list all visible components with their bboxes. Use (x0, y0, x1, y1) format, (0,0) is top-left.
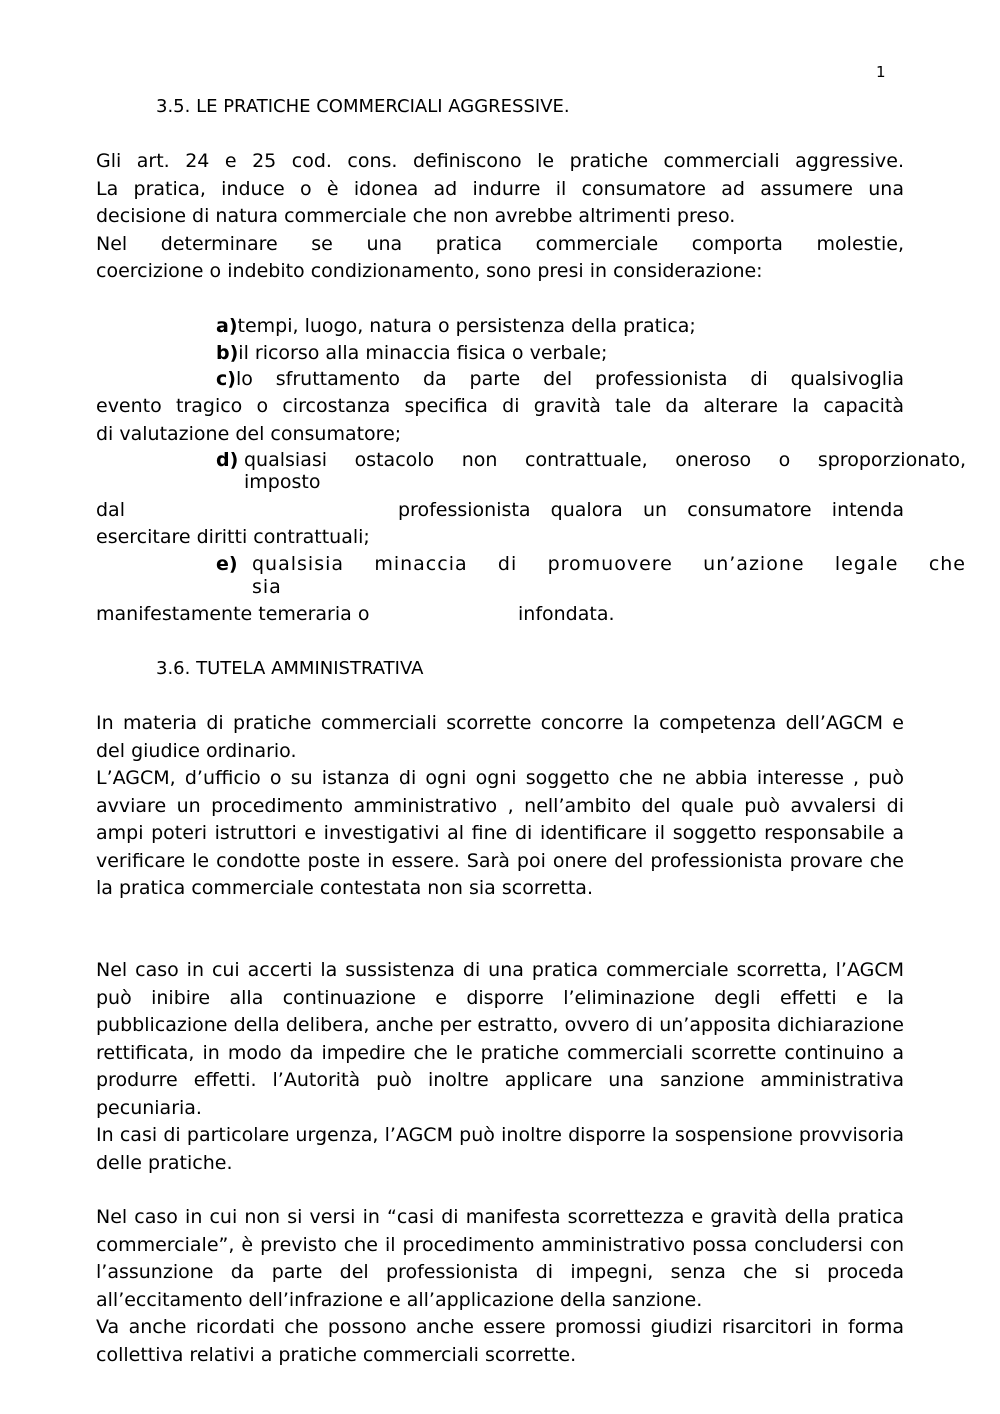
paragraph-impegni: Nel caso in cui non si versi in “casi di manifesta scorrettezza e gravità della pratica commerciale”, è previsto che il procedimento amministrativo possa concludersi con l’assunzione da parte del professionista di impegni, senza che si proceda all’eccitamento dell’infrazione e all’applicazione della sanzione. (96, 1206, 904, 1311)
list-item-e (252, 551, 966, 578)
list-item-d-line3a: dal (96, 499, 125, 521)
list-item-d-line4: esercitare diritti contrattuali; (96, 526, 370, 548)
list-item-d-wrap: imposto (244, 471, 321, 493)
text-line: decisione di natura commerciale che non avrebbe altrimenti preso. (96, 205, 736, 227)
list-text: qualsisia minaccia di promuovere un’azione legale che (252, 553, 966, 575)
section-heading-3-5: 3.5. LE PRATICHE COMMERCIALI AGGRESSIVE. (156, 96, 570, 117)
list-label: a) (216, 315, 238, 337)
text-line: La pratica, induce o è idonea ad indurre il consumatore ad assumere una (96, 177, 904, 200)
list-item-d-line3b: professionista qualora un consumatore intenda (398, 499, 904, 521)
list-item-c (216, 366, 904, 393)
paragraph-risarcitori: Va anche ricordati che possono anche essere promossi giudizi risarcitori in forma collettiva relativi a pratiche commerciali scorrette. (96, 1316, 904, 1366)
list-text: qualsiasi ostacolo non contrattuale, oneroso o sproporzionato, (244, 449, 966, 471)
text-line: coercizione o indebito condizionamento, sono presi in considerazione: (96, 260, 763, 282)
list-label: b) (216, 342, 239, 364)
paragraph-competenza: In materia di pratiche commerciali scorrette concorre la competenza dell’AGCM e del giudice ordinario. (96, 712, 904, 762)
list-item-e-wrap: sia (252, 576, 282, 598)
paragraph-procedimento: L’AGCM, d’ufficio o su istanza di ogni ogni soggetto che ne abbia interesse , può avviare un procedimento amministrativo , nell’ambito del quale può avvalersi di ampi poteri istruttori e investigativi al fine di identificare il soggetto responsabile a verificare le condotte poste in essere. Sarà poi onere del professionista provare che la pratica commerciale contestata non sia scorretta. (96, 767, 904, 899)
list-text: il ricorso alla minaccia fisica o verbale; (238, 342, 608, 364)
list-item-e-line3a: manifestamente temeraria o (96, 603, 370, 625)
list-item-d (244, 447, 966, 474)
paragraph-urgenza: In casi di particolare urgenza, l’AGCM può inoltre disporre la sospensione provvisoria delle pratiche. (96, 1124, 904, 1174)
list-item-a (216, 313, 696, 340)
text-line: Gli art. 24 e 25 cod. cons. definiscono le pratiche commerciali aggressive. (96, 150, 904, 172)
text-line: Nel determinare se una pratica commerciale comporta molestie, (96, 232, 904, 255)
paragraph-intro-1 (96, 148, 904, 286)
list-text: tempi, luogo, natura o persistenza della pratica; (237, 315, 696, 337)
page-number: 1 (876, 63, 886, 81)
list-item-e-line3b: infondata. (518, 603, 615, 625)
list-text: lo sfruttamento da parte del professionista di qualsivoglia (235, 368, 904, 390)
list-label: c) (216, 368, 236, 390)
list-label: d) (216, 449, 239, 471)
section-heading-3-6: 3.6. TUTELA AMMINISTRATIVA (156, 658, 424, 679)
text-line: di valutazione del consumatore; (96, 422, 402, 445)
list-item-e-label-row (216, 551, 238, 578)
paragraph-inibizione: Nel caso in cui accerti la sussistenza di una pratica commerciale scorretta, l’AGCM può inibire alla continuazione e disporre l’eliminazione degli effetti e la pubblicazione della delibera, anche per estratto, ovvero di un’apposita dichiarazione rettificata, in modo da impedire che le pratiche commerciali scorrette continuino a produrre effetti. l’Autorità può inoltre applicare una sanzione amministrativa pecuniaria. (96, 959, 904, 1119)
list-label: e) (216, 553, 238, 575)
text-line: evento tragico o circostanza specifica di gravità tale da alterare la capacità (96, 395, 904, 417)
list-item-c-continued (96, 393, 904, 448)
list-item-d-label-row (216, 447, 238, 474)
list-item-b (216, 340, 607, 367)
